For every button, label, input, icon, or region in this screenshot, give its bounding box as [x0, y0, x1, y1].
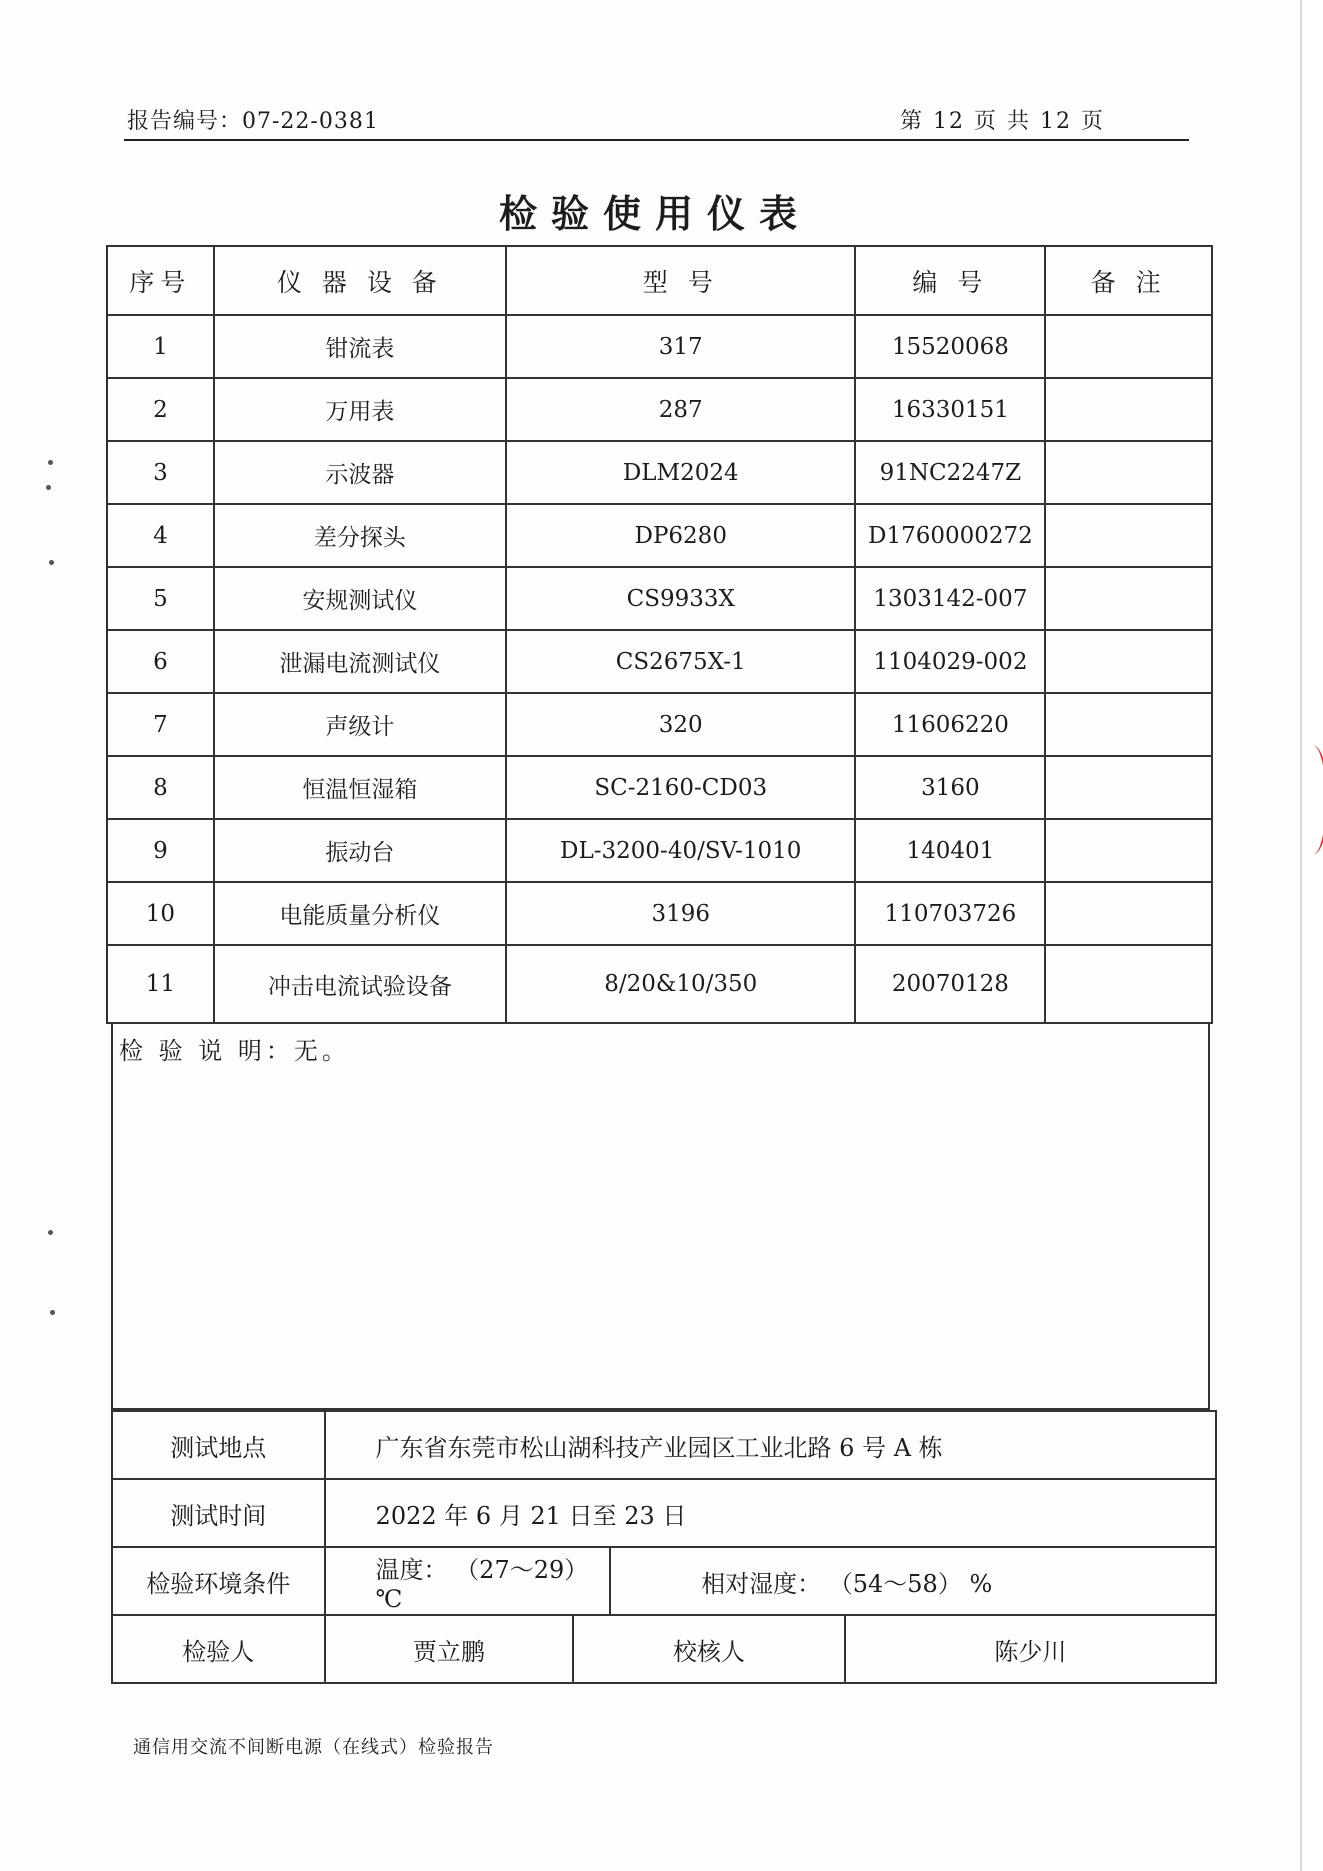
- serial-number: 140401: [855, 819, 1045, 882]
- row-index: 11: [107, 945, 214, 1023]
- serial-number: 20070128: [855, 945, 1045, 1023]
- model: 317: [506, 315, 855, 378]
- serial-number: 1104029-002: [855, 630, 1045, 693]
- page-number: 第 12 页 共 12 页: [900, 109, 1105, 134]
- table-row: [107, 315, 1212, 378]
- device-name: 泄漏电流测试仪: [214, 630, 506, 693]
- device-name: 恒温恒湿箱: [214, 756, 506, 819]
- remark: [1045, 819, 1212, 882]
- location-row: [112, 1411, 1216, 1479]
- instrument-table: [106, 245, 1213, 1024]
- device-name: 冲击电流试验设备: [214, 945, 506, 1023]
- footer-text: 通信用交流不间断电源（在线式）检验报告: [133, 1737, 494, 1758]
- table-header-row: [107, 246, 1212, 315]
- environment-row: [112, 1547, 1216, 1615]
- serial-number: 1303142-007: [855, 567, 1045, 630]
- scan-speck: [46, 485, 51, 490]
- scan-speck: [49, 560, 54, 565]
- row-index: 7: [107, 693, 214, 756]
- reviewer-label: 校核人: [573, 1615, 845, 1683]
- row-index: 10: [107, 882, 214, 945]
- row-index: 4: [107, 504, 214, 567]
- report-number: 报告编号：07-22-0381: [127, 109, 379, 134]
- table-row: [107, 945, 1212, 1023]
- remark: [1045, 945, 1212, 1023]
- serial-number: 91NC2247Z: [855, 441, 1045, 504]
- time-row: [112, 1479, 1216, 1547]
- scan-speck: [48, 1230, 53, 1235]
- model: DLM2024: [506, 441, 855, 504]
- notes-text: 检 验 说 明：无。: [119, 1037, 350, 1065]
- model: DP6280: [506, 504, 855, 567]
- table-row: [107, 630, 1212, 693]
- table-row: [107, 756, 1212, 819]
- scan-speck: [50, 1310, 55, 1315]
- device-name: 电能质量分析仪: [214, 882, 506, 945]
- environment-label: 检验环境条件: [112, 1547, 325, 1615]
- header-cell: 编 号: [855, 246, 1045, 315]
- serial-number: 11606220: [855, 693, 1045, 756]
- remark: [1045, 630, 1212, 693]
- table-row: [107, 441, 1212, 504]
- table-row: [107, 567, 1212, 630]
- inspector-label: 检验人: [112, 1615, 325, 1683]
- model: 8/20&10/350: [506, 945, 855, 1023]
- remark: [1045, 567, 1212, 630]
- seal-edge: [1296, 745, 1323, 855]
- location-value: 广东省东莞市松山湖科技产业园区工业北路 6 号 A 栋: [325, 1411, 1216, 1479]
- model: CS9933X: [506, 567, 855, 630]
- model: CS2675X-1: [506, 630, 855, 693]
- serial-number: 110703726: [855, 882, 1045, 945]
- model: DL-3200-40/SV-1010: [506, 819, 855, 882]
- row-index: 8: [107, 756, 214, 819]
- header-cell: 序号: [107, 246, 214, 315]
- device-name: 万用表: [214, 378, 506, 441]
- inspector-name: 贾立鹏: [325, 1615, 574, 1683]
- remark: [1045, 378, 1212, 441]
- table-row: [107, 693, 1212, 756]
- serial-number: D1760000272: [855, 504, 1045, 567]
- scan-speck: [48, 460, 53, 465]
- header-divider: [124, 139, 1189, 141]
- model: SC-2160-CD03: [506, 756, 855, 819]
- header-cell: 备 注: [1045, 246, 1212, 315]
- remark: [1045, 693, 1212, 756]
- row-index: 3: [107, 441, 214, 504]
- remark: [1045, 756, 1212, 819]
- remark: [1045, 441, 1212, 504]
- device-name: 示波器: [214, 441, 506, 504]
- time-value: 2022 年 6 月 21 日至 23 日: [325, 1479, 1216, 1547]
- model: 287: [506, 378, 855, 441]
- device-name: 声级计: [214, 693, 506, 756]
- model: 3196: [506, 882, 855, 945]
- location-label: 测试地点: [112, 1411, 325, 1479]
- remark: [1045, 315, 1212, 378]
- remark: [1045, 882, 1212, 945]
- table-row: [107, 378, 1212, 441]
- row-index: 2: [107, 378, 214, 441]
- time-label: 测试时间: [112, 1479, 325, 1547]
- row-index: 1: [107, 315, 214, 378]
- table-row: [107, 819, 1212, 882]
- page-title: 检验使用仪表: [498, 192, 811, 236]
- reviewer-name: 陈少川: [845, 1615, 1216, 1683]
- device-name: 振动台: [214, 819, 506, 882]
- table-row: [107, 504, 1212, 567]
- device-name: 钳流表: [214, 315, 506, 378]
- table-row: [107, 882, 1212, 945]
- serial-number: 15520068: [855, 315, 1045, 378]
- row-index: 9: [107, 819, 214, 882]
- row-index: 5: [107, 567, 214, 630]
- humidity-value: 相对湿度： （54～58） %: [610, 1547, 1216, 1615]
- model: 320: [506, 693, 855, 756]
- device-name: 差分探头: [214, 504, 506, 567]
- device-name: 安规测试仪: [214, 567, 506, 630]
- temperature-value: 温度： （27～29） ℃: [325, 1547, 611, 1615]
- remark: [1045, 504, 1212, 567]
- serial-number: 16330151: [855, 378, 1045, 441]
- header-cell: 仪 器 设 备: [214, 246, 506, 315]
- test-info-table: [111, 1410, 1217, 1684]
- serial-number: 3160: [855, 756, 1045, 819]
- signature-row: [112, 1615, 1216, 1683]
- header-cell: 型 号: [506, 246, 855, 315]
- row-index: 6: [107, 630, 214, 693]
- inspection-notes: [111, 1023, 1210, 1410]
